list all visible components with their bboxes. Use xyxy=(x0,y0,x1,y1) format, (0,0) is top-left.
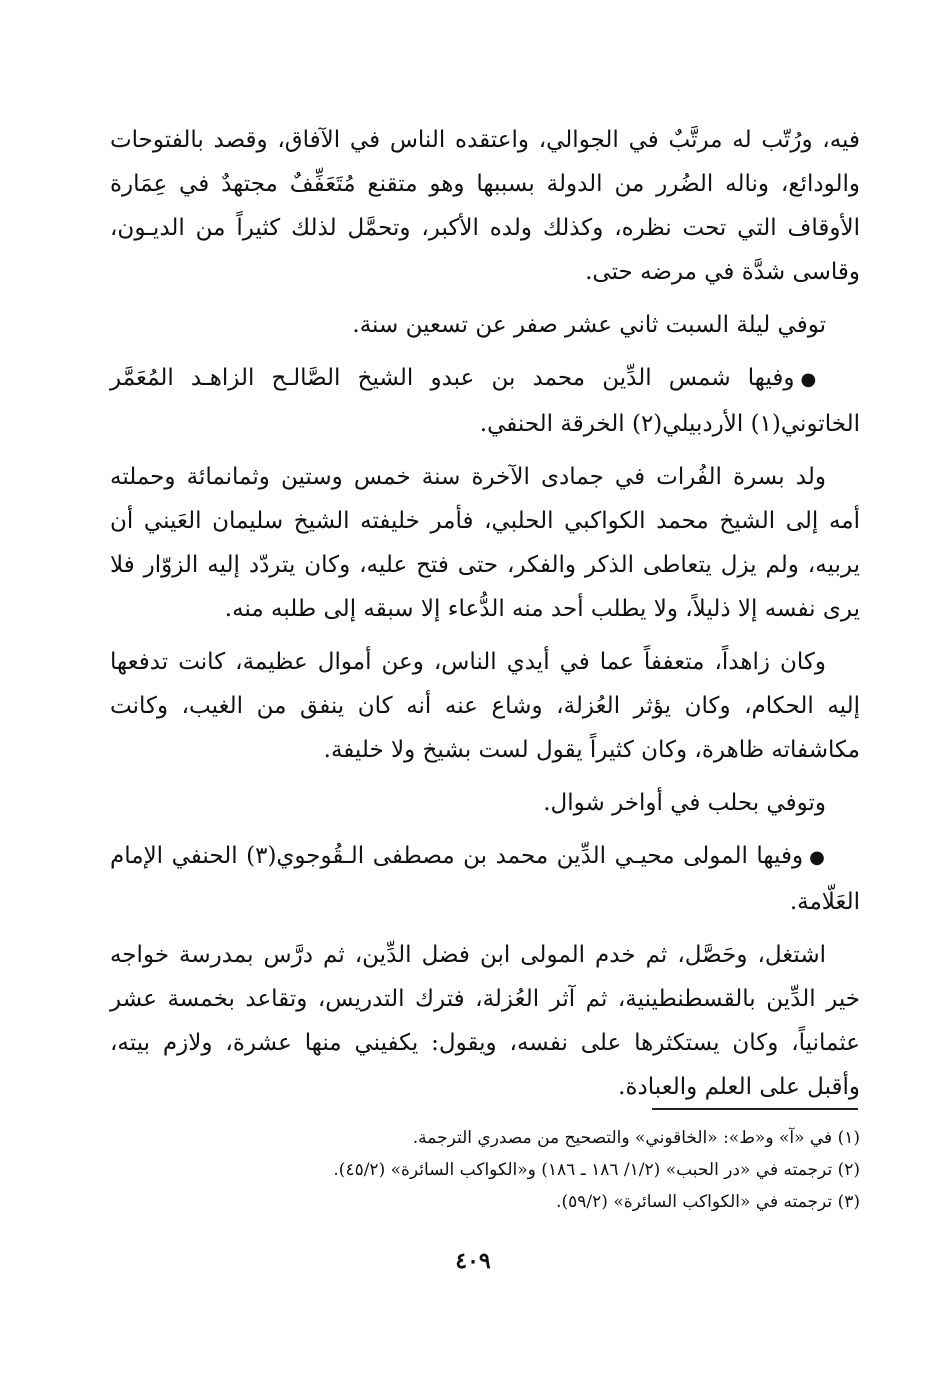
footnote-1: (١) في «آ» و«ط»: «الخاقوني» والتصحيح من مصدري الترجمة. xyxy=(412,1128,860,1148)
paragraph-3-entry: ●وفيها شمس الدِّين محمد بن عبدو الشيخ الصَّالـح الزاهـد المُعَمَّر الخاتوني(١) الأردبيلي(٢) الخرقة الحنفي. xyxy=(110,365,860,437)
bullet-icon: ● xyxy=(800,369,826,390)
footnote-2: (٢) ترجمته في «در الحبب» (١/٢/ ١٨٦ ـ ١٨٦) و«الكواكب السائرة» (٤٥/٢). xyxy=(333,1160,860,1180)
paragraph-6: وتوفي بحلب في أواخر شوال. xyxy=(543,790,826,816)
main-text xyxy=(110,118,860,1118)
footnote-divider xyxy=(652,1108,858,1110)
footnote-3: (٣) ترجمته في «الكواكب السائرة» (٥٩/٢). xyxy=(556,1192,860,1212)
paragraph-5: وكان زاهداً، متعففاً عما في أيدي الناس، وعن أموال عظيمة، كانت تدفعها إليه الحكام، وكان يؤثر العُزلة، وشاع عنه أنه كان ينفق من الغيب، وكانت مكاشفاته ظاهرة، وكان كثيراً يقول لست بشيخ ولا خليفة. xyxy=(110,649,860,763)
paragraph-1: فيه، ورُتّب له مرتَّبٌ في الجوالي، واعتقده الناس في الآفاق، وقصد بالفتوحات والودائع، وناله الضُرر من الدولة بسببها وهو متقنع مُتَعَفِّفٌ مجتهدٌ في عِمَارة الأوقاف التي تحت نظره، وكذلك ولده الأكبر، وتحمَّل لذلك كثيراً من الديـون، وقاسى شدَّة في مرضه حتى. xyxy=(110,127,860,285)
footnotes xyxy=(180,1122,860,1218)
paragraph-7-entry: ●وفيها المولى محيـي الدِّين محمد بن مصطفى الـقُوجوي(٣) الحنفي الإمام العَلّامة. xyxy=(110,843,860,915)
page-number: ٤٠٩ xyxy=(455,1248,491,1274)
bullet-icon: ● xyxy=(809,847,826,868)
paragraph-4: ولد بسرة الفُرات في جمادى الآخرة سنة خمس وستين وثمانمائة وحملته أمه إلى الشيخ محمد الكواكبي الحلبي، فأمر خليفته الشيخ سليمان العَيني أن يربيه، ولم يزل يتعاطى الذكر والفكر، حتى فتح عليه، وكان يتردّد إليه الزوّار فلا يرى نفسه إلا ذليلاً، ولا يطلب أحد منه الدُّعاء إلا سبقه إلى طلبه منه. xyxy=(110,464,860,622)
paragraph-8: اشتغل، وحَصَّل، ثم خدم المولى ابن فضل الدِّين، ثم درَّس بمدرسة خواجه خير الدِّين بالقسطنطينية، ثم آثر العُزلة، فترك التدريس، وتقاعد بخمسة عشر عثمانياً، وكان يستكثرها على نفسه، ويقول: يكفيني منها عشرة، ولازم بيته، وأقبل على العلم والعبادة. xyxy=(110,942,860,1100)
paragraph-2: توفي ليلة السبت ثاني عشر صفر عن تسعين سنة. xyxy=(352,312,826,338)
